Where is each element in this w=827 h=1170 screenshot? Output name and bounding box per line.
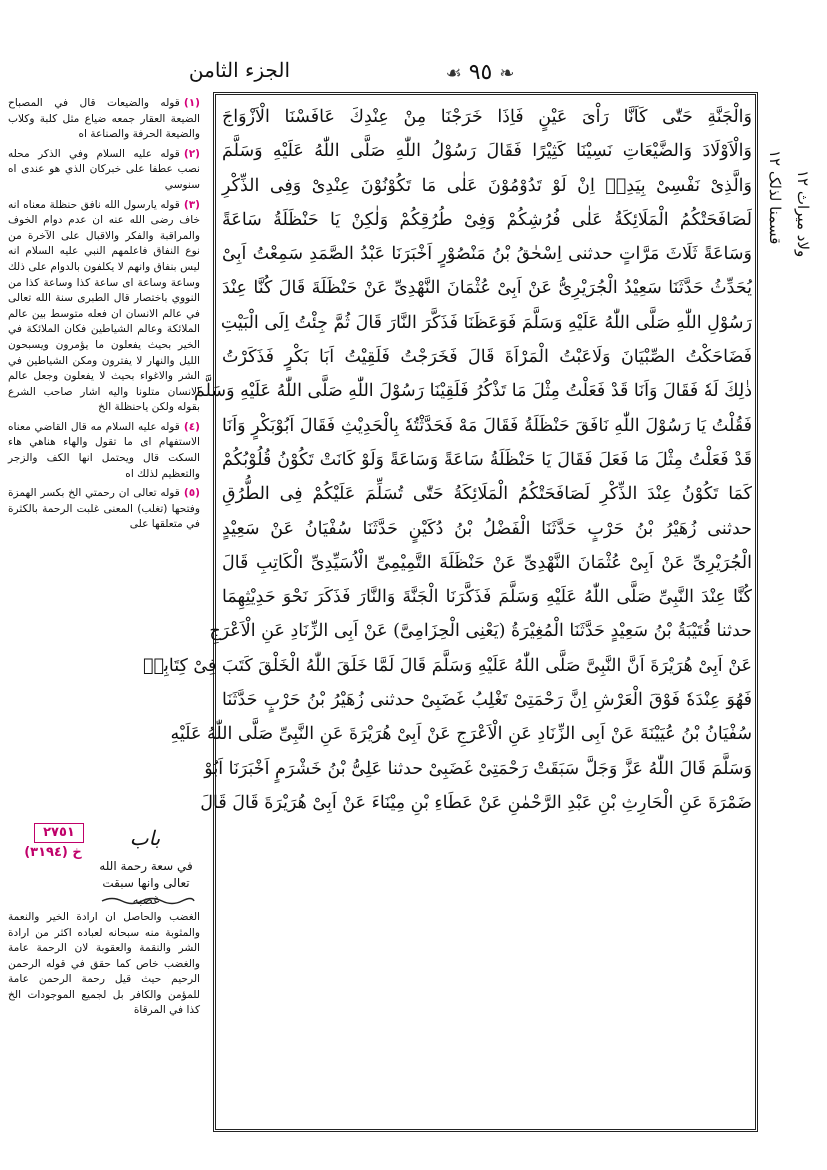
footnotes-column: [8, 96, 200, 537]
page-number: ❧ ٩٥ ☙: [445, 60, 515, 85]
hadith-text-line: يُحَدِّثُ حَدَّثَنَا سَعِيْدُ الْجُرَيْرِىُّ عَنْ اَبِىْ عُثْمَانَ النَّهْدِىِّ عَنْ حَنْظَلَةَ قَالَ كُنَّا عِنْدَ: [222, 278, 752, 299]
footnote-number: (٣): [183, 198, 200, 211]
footnote: [8, 147, 200, 194]
footnote: [8, 96, 200, 143]
ornament-left-icon: ❧: [499, 63, 515, 84]
footnote: [8, 486, 200, 533]
hadith-text-line: رَسُوْلِ اللّٰهِ صَلَّى اللّٰهُ عَلَيْهِ وَسَلَّمَ فَوَعَظَنَا فَذَكَّرَ النَّارَ قَالَ ثُمَّ جِئْتُ اِلَى الْبَيْتِ: [220, 312, 752, 333]
chapter-subtitle: في سعة رحمة الله تعالى وانها سبقت غضبه: [99, 859, 193, 907]
hadith-cross-reference: خ (٣١٩٤): [24, 845, 82, 860]
footnote: [8, 198, 200, 416]
hadith-text-line: وَالَّذِىْ نَفْسِىْ بِيَدِهٖ اِنْ لَوْ تَدُوْمُوْنَ عَلٰى مَا تَكُوْنُوْنَ عِنْدِىْ وَفِى الذِّكْرِ: [222, 175, 752, 196]
page-header: [188, 58, 760, 92]
hadith-text-line: وَالْجَنَّةِ حَتّٰى كَاَنَّا رَاْىَ عَيْنٍ فَاِذَا خَرَجْنَا مِنْ عِنْدِكَ عَافَسْنَا الْاَزْوَاجَ: [222, 107, 752, 127]
footnote-number: (١): [183, 97, 200, 109]
volume-title: الجزء الثامن: [188, 58, 290, 82]
hadith-text-line: فَقُلْتُ يَا رَسُوْلَ اللّٰهِ نَافَقَ حَنْظَلَةُ فَقَالَ مَهْ فَحَدَّثْتُهٗ بِالْحَدِيْثِ فَقَالَ اَبُوْبَكْرٍ وَاَنَا: [222, 415, 752, 436]
margin-note-b: ولاد میراث ۱۲: [794, 170, 812, 258]
chapter-flourish-icon: [100, 896, 196, 906]
footnote-number: (٤): [183, 420, 200, 433]
chapter-title: باب: [129, 826, 161, 850]
hadith-text-line: لَصَافَحَتْكُمُ الْمَلَائِكَةُ عَلٰى فُرُشِكُمْ وَفِىْ طُرُقِكُمْ وَلٰكِنْ يَا حَنْظَلَةُ سَاعَةً: [222, 209, 752, 230]
hadith-text-line: حدثنا قُتَيْبَةُ بْنُ سَعِيْدٍ حَدَّثَنَا الْمُغِيْرَةُ (يَعْنِى الْحِزَامِىَّ) عَنْ اَبِى الزِّنَادِ عَنِ الْاَعْرَجِ: [209, 621, 752, 642]
hadith-text-line: فَهُوَ عِنْدَهٗ فَوْقَ الْعَرْشِ اِنَّ رَحْمَتِىْ تَغْلِبُ غَضَبِىْ حدثنى زُهَيْرُ بْنُ حَرْبٍ حَدَّثَنَا: [222, 690, 752, 711]
footnote-text: قوله عليه السلام مه قال القاضي معناه الاستفهام اى ما تقول والهاء هناهي هاء السكت قال ويحتمل انها الكف والزجر والتعظيم لذلك اه: [8, 420, 200, 480]
hadith-text-line: الْجُرَيْرِىِّ عَنْ اَبِىْ عُثْمَانَ النَّهْدِىِّ عَنْ حَنْظَلَةَ التَّمِيْمِىِّ الْاُسَيِّدِىِّ الْكَاتِبِ قَالَ: [222, 552, 752, 573]
margin-note-a: قسمنا لذلک ۱۲: [766, 150, 784, 245]
hadith-text-line: سُفْيَانُ بْنُ عُيَيْنَةَ عَنْ اَبِى الزِّنَادِ عَنِ الْاَعْرَجِ عَنْ اَبِىْ هُرَيْرَةَ عَنِ النَّبِىِّ صَلَّى اللّٰهُ عَلَيْهِ: [170, 724, 752, 745]
hadith-text-line: وَسَاعَةً ثَلَاثَ مَرَّاتٍ حدثنى اِسْحٰقُ بْنُ مَنْصُوْرٍ اَخْبَرَنَا عَبْدُ الصَّمَدِ سَمِعْتُ اَبِىْ: [222, 244, 752, 265]
hadith-text-line: قَدْ فَعَلْتُ مِثْلَ مَا فَعَلَ فَقَالَ يَا حَنْظَلَةُ سَاعَةً وَسَاعَةً وَلَوْ كَانَتْ تَكُوْنُ قُلُوْبُكُمْ: [222, 449, 752, 470]
hadith-text-line: فَضَاحَكْتُ الصِّبْيَانَ وَلَاعَبْتُ الْمَرْاَةَ قَالَ فَخَرَجْتُ فَلَقِيْتُ اَبَا بَكْرٍ فَذَكَرْتُ: [222, 347, 752, 368]
chapter-note: الغضب والحاصل ان ارادة الخير والنعمة والمثوبة منه سبحانه لعباده اكثر من ارادة الشر والنقمة والعقوبة لان الرحمة عامة والغضب خاص كما حقق في قوله الرحمن الرحيم حيث قيل رحمة الرحمن عامة للمؤمن والكافر بل لجميع الموجودات الخ كذا في المرقاة: [8, 911, 200, 1016]
hadith-text-line: وَسَلَّمَ قَالَ اللّٰهُ عَزَّ وَجَلَّ سَبَقَتْ رَحْمَتِىْ غَضَبِىْ حدثنا عَلِىُّ بْنُ خَشْرَمٍ اَخْبَرَنَا اَبُوْ: [204, 758, 752, 779]
hadith-text-line: ذٰلِكَ لَهٗ فَقَالَ وَاَنَا قَدْ فَعَلْتُ مِثْلَ مَا تَذْكُرُ فَلَقِيْنَا رَسُوْلَ اللّٰهِ صَلَّى اللّٰهُ عَلَيْهِ وَسَلَّمَ: [193, 381, 752, 402]
hadith-text-line: ضَمْرَةَ عَنِ الْحَارِثِ بْنِ عَبْدِ الرَّحْمٰنِ عَنْ عَطَاءِ بْنِ مِيْنَاءَ عَنْ اَبِىْ هُرَيْرَةَ قَالَ قَالَ: [200, 792, 752, 813]
right-margin: [762, 150, 822, 450]
hadith-number-badge: ٢٧٥١: [34, 823, 84, 843]
hadith-text-line: كُنَّا عِنْدَ النَّبِىِّ صَلَّى اللّٰهُ عَلَيْهِ وَسَلَّمَ فَذَكَّرَنَا الْجَنَّةَ وَالنَّارَ فَذَكَرَ نَحْوَ حَدِيْثِهِمَا: [222, 587, 752, 608]
footnote-text: قوله تعالى ان رحمتي الخ بكسر الهمزة وفتحها (تغلب) المعنى غلبت الرحمة بالكثرة في متعلقها على: [8, 487, 200, 531]
footnote-number: (٢): [183, 147, 200, 160]
footnote-text: قوله يارسول الله نافق حنظلة معناه انه خاف رضى الله عنه ان عدم دوام الخوف والمراقبة والفكر والاقبال على الآخرة من نوع النفاق فاعلمهم النبي عليه السلام انه ليس بنفاق وانهم لا يكلفون بالدوام على ذلك وساعة وساعة اى ساعة كذا وساعة كذا من النووي باختصار قال الطبرى سنة الله تعالى في عالم الانسان ان فعله متوسط بين عالم الملائكة وعالم الشياطين فكان الملائكة في الخير بحيث يفعلون ما يؤمرون ويسبحون الليل والنهار لا يفترون ومكن الشياطين في الشر والاغواء بحيث لا يفعلون وجعل عالم الانسان متلونا واليه اشار صاحب الشرع بقوله ولكن ياحنظلة الخ: [8, 198, 200, 414]
footnote: [8, 420, 200, 482]
hadith-text-line: وَالْاَوْلَادَ وَالضَّيْعَاتِ نَسِيْنَا كَثِيْرًا فَقَالَ رَسُوْلُ اللّٰهِ صَلَّى اللّٰهُ عَلَيْهِ وَسَلَّمَ: [222, 141, 752, 162]
footnote-number: (٥): [183, 487, 200, 500]
main-text: [143, 100, 752, 820]
ornament-right-icon: ☙: [445, 63, 462, 84]
footnote-text: قوله والضيعات قال في المصباح الضيعة العقار جمعه ضياع مثل كلبة وكلاب والضيعة الحرفة والصناعة اه: [8, 97, 200, 141]
hadith-text-line: عَنْ اَبِىْ هُرَيْرَةَ اَنَّ النَّبِىَّ صَلَّى اللّٰهُ عَلَيْهِ وَسَلَّمَ قَالَ لَمَّا خَلَقَ اللّٰهُ الْخَلْقَ كَتَبَ فِىْ كِتَابِهٖ: [143, 655, 752, 676]
hadith-text-line: حدثنى زُهَيْرُ بْنُ حَرْبٍ حَدَّثَنَا الْفَضْلُ بْنُ دُكَيْنٍ حَدَّثَنَا سُفْيَانُ عَنْ سَعِيْدٍ: [222, 518, 752, 539]
footnote-text: قوله عليه السلام وفي الذكر محله نصب عطفا على خبركان الذي هو عندى اه سنوسي: [8, 147, 200, 191]
hadith-text-line: كَمَا تَكُوْنُ عِنْدَ الذِّكْرِ لَصَافَحَتْكُمُ الْمَلَائِكَةُ حَتّٰى تُسَلِّمَ عَلَيْكُمْ فِى الطُّرُقِ: [222, 484, 752, 505]
